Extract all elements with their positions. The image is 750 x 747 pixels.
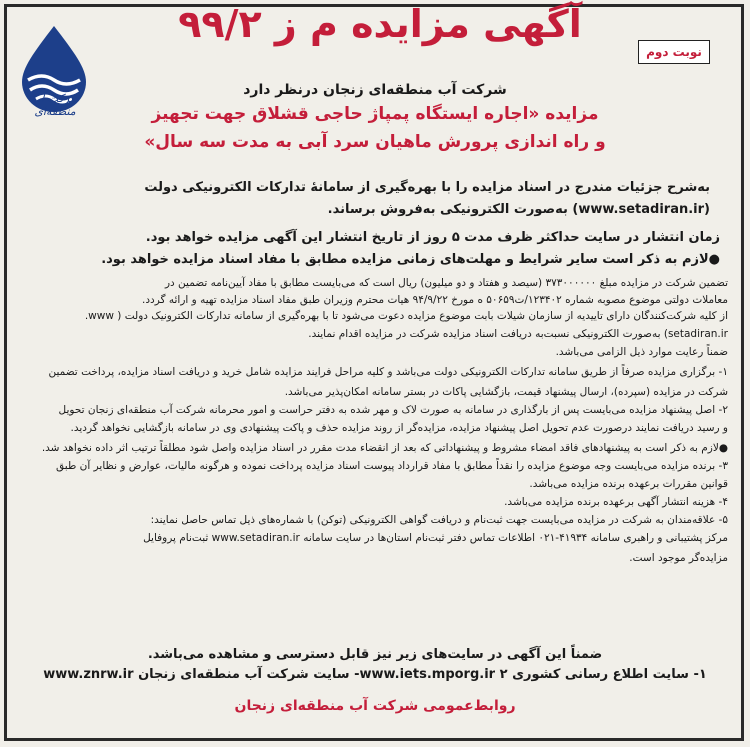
summary-line: به‌شرح جزئیات مندرج در اسناد مزایده را با بهره‌گیری از سامانهٔ تدارکات الکترونیکی دولت — [144, 180, 710, 195]
summary-line: زمان انتشار در سایت حداکثر ظرف مدت ۵ روز از تاریخ انتشار این آگهی مزایده خواهد بود. — [145, 230, 720, 245]
body-paragraph: تضمین شرکت در مزایده مبلغ ۳۷۳۰۰۰۰۰۰ (سیصد و هفتاد و دو میلیون) ریال است که می‌بایست مطابق با مفاد آیین‌نامه تضمین در — [164, 277, 728, 289]
subject-line-1: مزایده «اجاره ایستگاه پمپاژ حاجی قشلاق جهت تجهیز — [151, 104, 599, 124]
body-paragraph: شرکت در مزایده (سپرده)، ارسال پیشنهاد قیمت، بازگشایی پاکات در بستر سامانه امکان‌پذیر می‌باشد. — [284, 386, 728, 398]
body-paragraph: مرکز پشتیبانی و راهبری سامانه ۴۱۹۳۴-۰۲۱ اطلاعات تماس دفتر ثبت‌نام استان‌ها در سایت سامانه www.setadiran.ir ثبت‌نام پروفایل — [143, 532, 728, 544]
logo-caption: شرکت آب منطقه‌ای — [30, 92, 80, 118]
summary-line: (www.setadiran.ir) به‌صورت الکترونیکی به‌فروش برساند. — [327, 202, 710, 217]
summary-line: ●لازم به ذکر است سایر شرایط و مهلت‌های زمانی مزایده مطابق با مفاد اسناد مزایده خواهد بود. — [101, 252, 720, 267]
body-paragraph: ۴- هزینه انتشار آگهی برعهده برنده مزایده می‌باشد. — [504, 496, 728, 508]
websites-notice: ضمناً این آگهی در سایت‌های زیر نیز قابل دسترسی و مشاهده می‌باشد. — [147, 647, 603, 662]
body-paragraph: از کلیه شرکت‌کنندگان دارای تاییدیه از سازمان شیلات بابت موضوع مزایده دعوت می‌شود تا با بهره‌گیری از سامانه تدارکات الکترونیک دولت ( www. — [84, 310, 728, 322]
body-paragraph: ضمناً رعایت موارد ذیل الزامی می‌باشد. — [555, 346, 728, 358]
intro-text: شرکت آب منطقه‌ای زنجان درنظر دارد — [243, 82, 507, 98]
body-paragraph: مزایده‌گر موجود است. — [629, 552, 728, 564]
body-paragraph: ۳- برنده مزایده می‌بایست وجه موضوع مزایده را نقداً مطابق با مفاد قرارداد پیوست اسناد مزایده پرداخت نموده و هرگونه مالیات، عوارض و نظایر آن طبق — [56, 460, 728, 472]
websites-list: ۱- سایت اطلاع رسانی کشوری www.iets.mporg.ir ۲- سایت شرکت آب منطقه‌ای زنجان www.znrw.ir — [43, 667, 707, 682]
body-paragraph: معاملات دولتی موضوع مصوبه شماره ۱۲۳۴۰۲/ت۵۰۶۵۹ ه مورخ ۹۴/۹/۲۲ هیات محترم وزیران طبق مفاد اسناد مزایده تهیه و ارائه گردد. — [142, 294, 728, 306]
body-paragraph: setadiran.ir) به‌صورت الکترونیکی نسبت‌به دریافت اسناد مزایده شرکت در مزایده اقدام نمایند. — [308, 328, 728, 340]
body-paragraph: ۱- برگزاری مزایده صرفاً از طریق سامانه تدارکات الکترونیکی دولت می‌باشد و کلیه مراحل فرایند مزایده شامل خرید و دریافت اسناد مزایده، پرداخت تضمین — [48, 366, 728, 378]
body-paragraph: ۵- علاقه‌مندان به شرکت در مزایده می‌بایست جهت ثبت‌نام و دریافت گواهی الکترونیکی (توکن) با شماره‌های ذیل تماس حاصل نمایند: — [150, 514, 728, 526]
body-paragraph: ۲- اصل پیشنهاد مزایده می‌بایست پس از بارگذاری در سامانه به صورت لاک و مهر شده به دفتر حراست و امور محرمانه شرکت آب منطقه‌ای زنجان تحویل — [58, 404, 728, 416]
body-paragraph: ●لازم به ذکر است به پیشنهادهای فاقد امضاء مشروط و پیشنهاداتی که بعد از انقضاء مدت مقرر در اسناد مزایده واصل شود مطلقاً ترتیب اثر داده نخواهد شد. — [41, 442, 728, 454]
public-relations-signature: روابط‌عمومی شرکت آب منطقه‌ای زنجان — [234, 698, 516, 714]
subject-line-2: و راه اندازی پرورش ماهیان سرد آبی به مدت سه سال» — [144, 132, 606, 152]
page-title: آگهی مزایده م ز ۹۹/۲ — [178, 2, 582, 46]
body-paragraph: و رسید دریافت نمایند درصورت عدم تحویل اصل پیشنهاد مزایده، مزایده‌گر از روند مزایده حذف و پاکت پیشنهادی وی در سامانه بازگشایی نخواهد گردید. — [70, 422, 728, 434]
body-paragraph: قوانین مقررات برعهده برنده مزایده می‌باشد. — [529, 478, 728, 490]
round-badge: نوبت دوم — [638, 40, 710, 64]
